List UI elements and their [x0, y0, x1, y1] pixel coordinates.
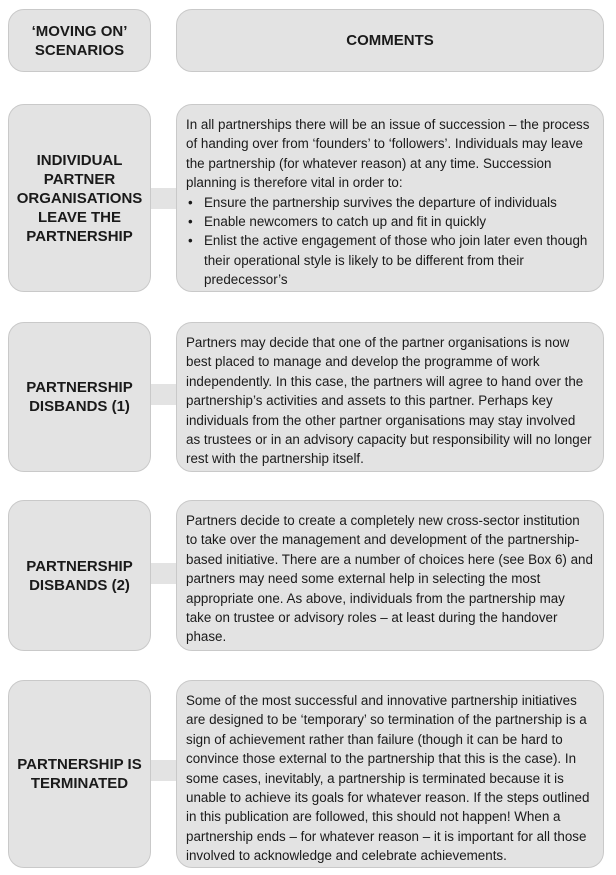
row-connector: [150, 384, 177, 405]
bullet-text: Enlist the active engagement of those who join later even though their operational style is likely to be different from their predecessor’s: [204, 233, 588, 288]
bullet-icon: •: [188, 194, 193, 210]
comment-text: Partners decide to create a completely new cross-sector institution to take over the management and development of the partnership-based initiative. There are a number of choices here (see Box 6) and partners may need some external help in selecting the most appropriate one. As above, individuals from the partnership may take on trustee or advisory roles – at least during the handover phase.: [186, 513, 593, 645]
scenario-box-individual-leave: [8, 104, 151, 292]
bullet-text: Ensure the partnership survives the departure of individuals: [204, 194, 557, 210]
comment-text: Some of the most successful and innovative partnership initiatives are designed to be ‘temporary’ so termination of the partnership is a sign of achievement rather than failure (though it can be hard to convince those external to the partnership that this is the case). In some cases, inevitably, a partnership is terminated because it is unable to achieve its goals for whatever reason. If the steps outlined in this publication are followed, this should not happen! When a partnership ends – for whatever reason – it is important for all those involved to acknowledge and celebrate achievements.: [186, 693, 590, 864]
scenario-box-terminated: [8, 680, 151, 868]
row-connector: [150, 760, 177, 781]
comment-text: Partners may decide that one of the partner organisations is now best placed to manage and develop the programme of work independently. In this case, the partners will agree to hand over the partnership’s activities and assets to this partner. Perhaps key individuals from the other partner organisations may stay involved as trustees or in an advisory capacity but responsibility will no longer rest with the partnership itself.: [186, 335, 592, 467]
bullet-icon: •: [188, 233, 193, 249]
bullet-icon: •: [188, 214, 193, 230]
comment-bullet: [186, 231, 593, 289]
row-connector: [150, 188, 177, 209]
scenarios-column-header: [8, 9, 151, 72]
scenario-label: PARTNERSHIP DISBANDS (2): [26, 557, 133, 594]
scenario-label: INDIVIDUAL PARTNER ORGANISATIONS LEAVE THE PARTNERSHIP: [16, 151, 143, 245]
scenario-label: PARTNERSHIP DISBANDS (1): [26, 379, 133, 415]
scenario-label: PARTNERSHIP IS TERMINATED: [17, 756, 142, 792]
comment-bullet-list: [186, 193, 593, 290]
comment-box-disbands-1: [176, 322, 604, 472]
comment-bullet: [186, 212, 593, 231]
comment-box-disbands-2: [176, 500, 604, 651]
comment-box-terminated: [176, 680, 604, 868]
comments-column-header: [176, 9, 604, 72]
comment-box-individual-leave: [176, 104, 604, 292]
comment-bullet: [186, 193, 593, 212]
bullet-text: Enable newcomers to catch up and fit in quickly: [204, 214, 487, 230]
row-connector: [150, 563, 177, 584]
scenario-box-disbands-2: [8, 500, 151, 651]
comments-header-label: COMMENTS: [346, 32, 434, 49]
scenario-box-disbands-1: [8, 322, 151, 472]
comment-intro: In all partnerships there will be an issue of succession – the process of handing over from ‘founders’ to ‘followers’. Individuals may leave the partnership (for whatever reason) at any time. Succession planning is therefore vital in order to:: [186, 117, 590, 191]
scenarios-header-label: ‘MOVING ON’ SCENARIOS: [31, 22, 128, 59]
